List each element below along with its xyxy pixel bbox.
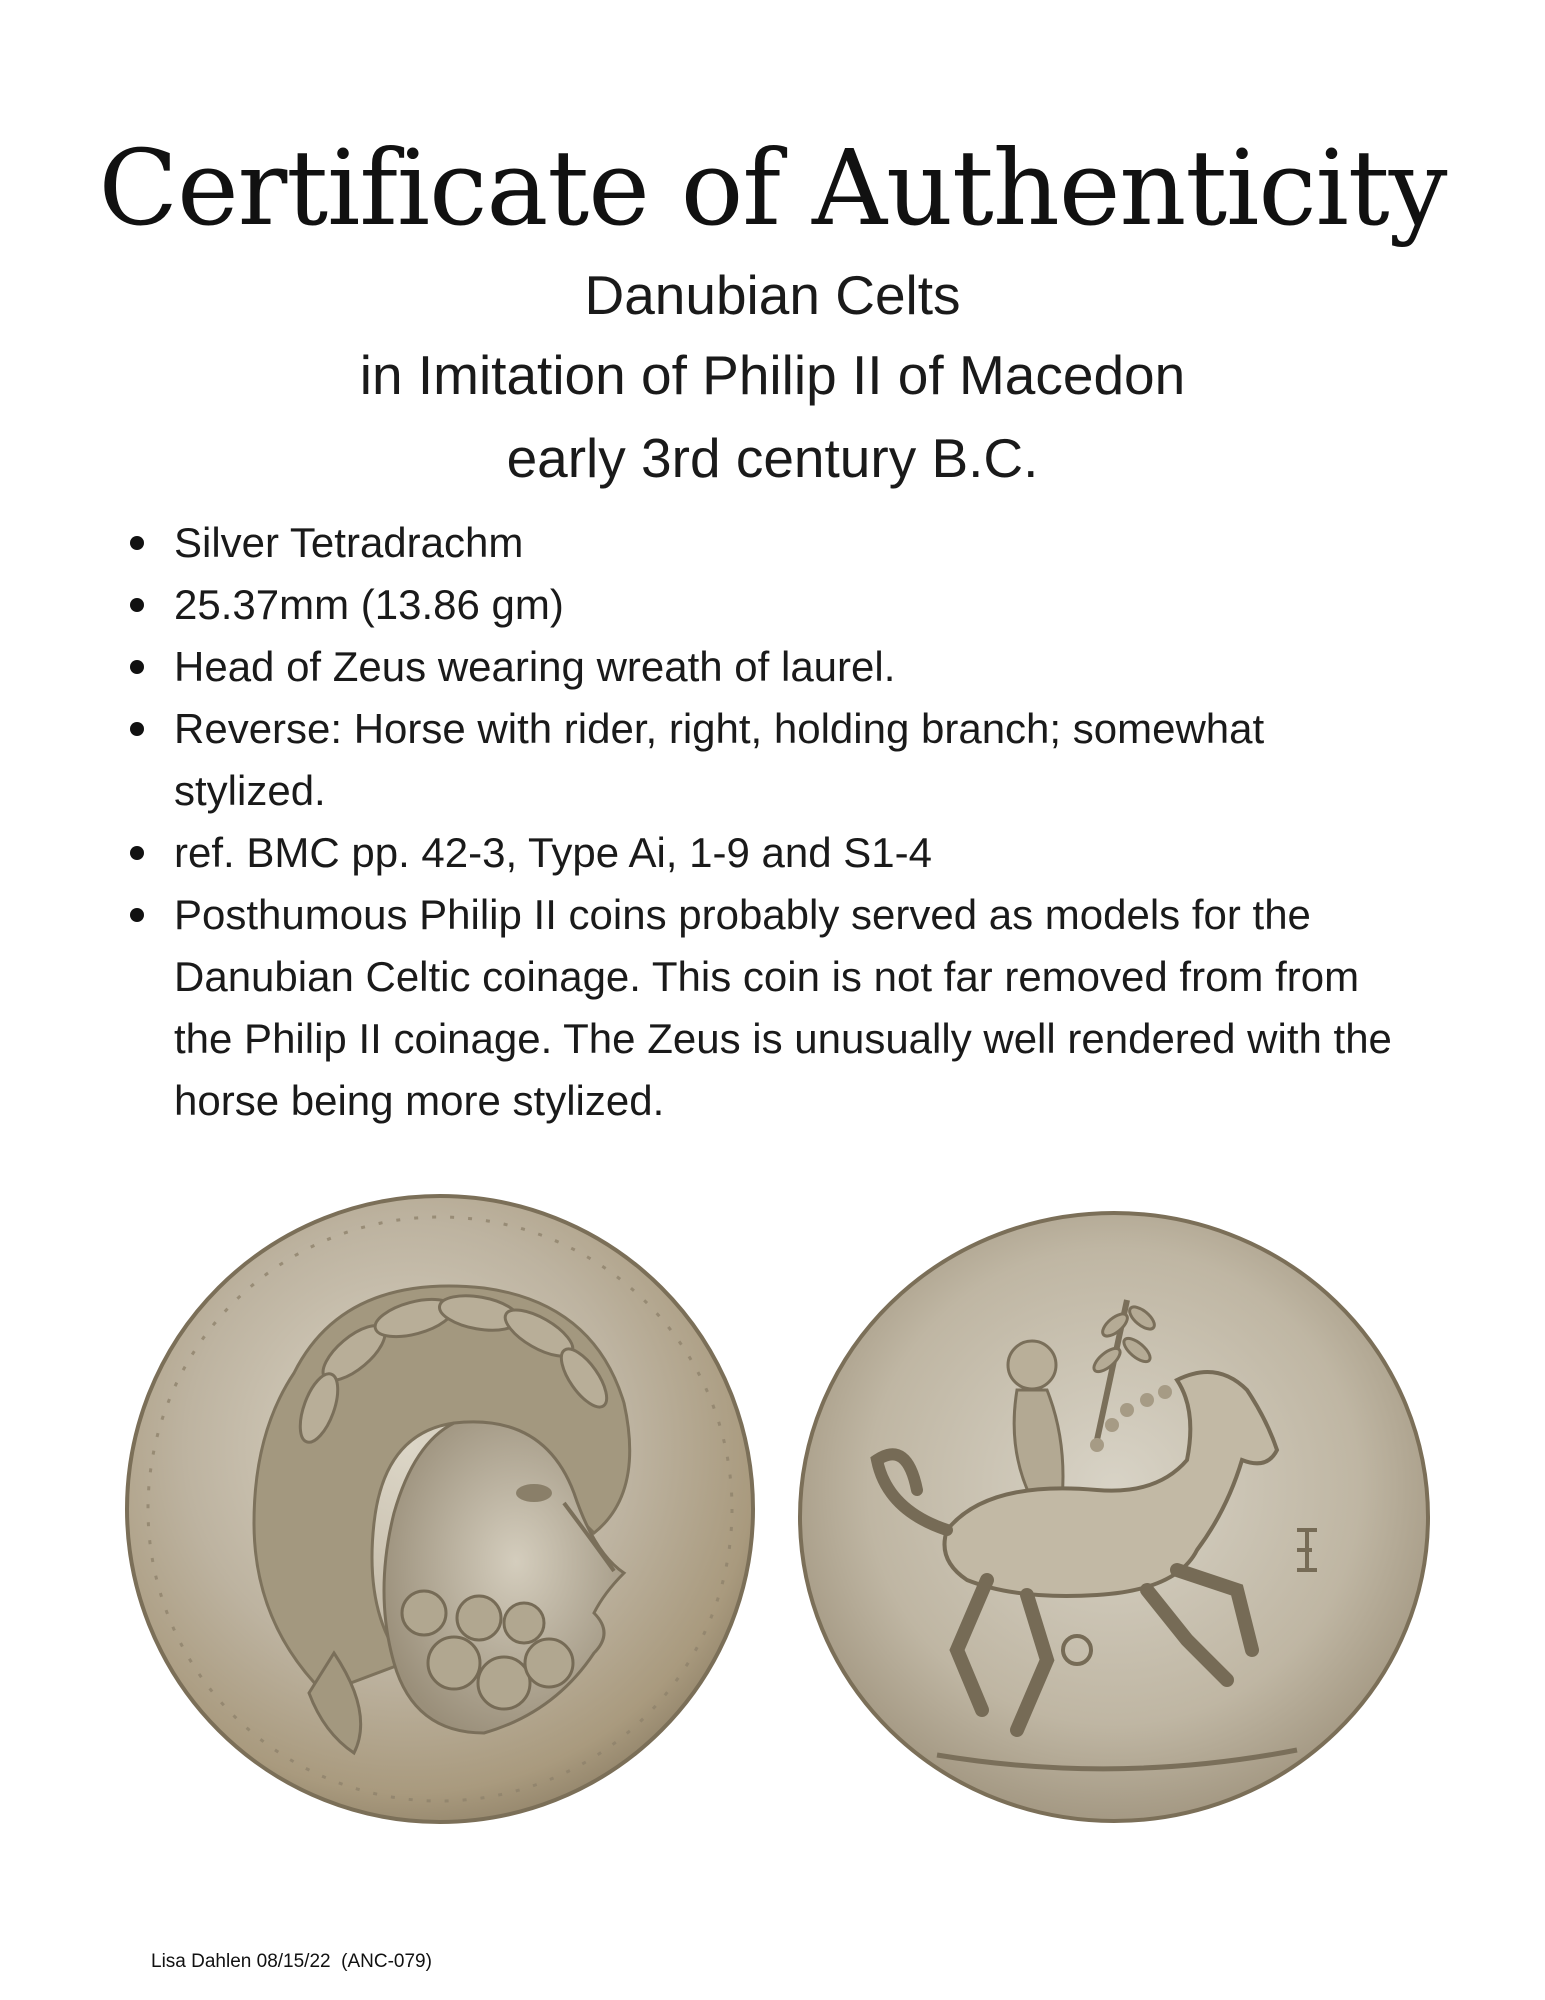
coin-details-list [124,512,1424,1132]
detail-notes [124,884,1424,1132]
detail-size-weight [124,574,1424,636]
coin-obverse-image [124,1193,756,1825]
detail-text: Posthumous Philip II coins probably served as models for the Danubian Celtic coinage. This coin is not far removed from from the Philip II coinage. The Zeus is unusually well rendered with the horse being more stylized. [174,891,1392,1124]
subtitle-date: early 3rd century B.C. [506,427,1039,489]
bullet-icon [130,598,144,612]
zeus-head-icon [124,1193,756,1825]
detail-obverse [124,636,1424,698]
subtitle-imitation: in Imitation of Philip II of Macedon [359,344,1186,406]
detail-text: Silver Tetradrachm [174,519,524,566]
bullet-icon [130,908,144,922]
detail-text: ref. BMC pp. 42-3, Type Ai, 1-9 and S1-4 [174,829,932,876]
signature-footer: Lisa Dahlen 08/15/22 (ANC-079) [151,1951,432,1972]
subtitle-issuer: Danubian Celts [584,264,961,326]
coin-reverse-image [797,1210,1432,1825]
detail-text: 25.37mm (13.86 gm) [174,581,564,628]
bullet-icon [130,722,144,736]
detail-reverse [124,698,1424,822]
detail-reference [124,822,1424,884]
detail-text: Reverse: Horse with rider, right, holding branch; somewhat stylized. [174,705,1265,814]
detail-text: Head of Zeus wearing wreath of laurel. [174,643,896,690]
bullet-icon [130,660,144,674]
detail-denomination [124,512,1424,574]
horse-rider-icon [797,1210,1432,1825]
bullet-icon [130,536,144,550]
certificate-title: Certificate of Authenticity [98,127,1447,249]
bullet-icon [130,846,144,860]
